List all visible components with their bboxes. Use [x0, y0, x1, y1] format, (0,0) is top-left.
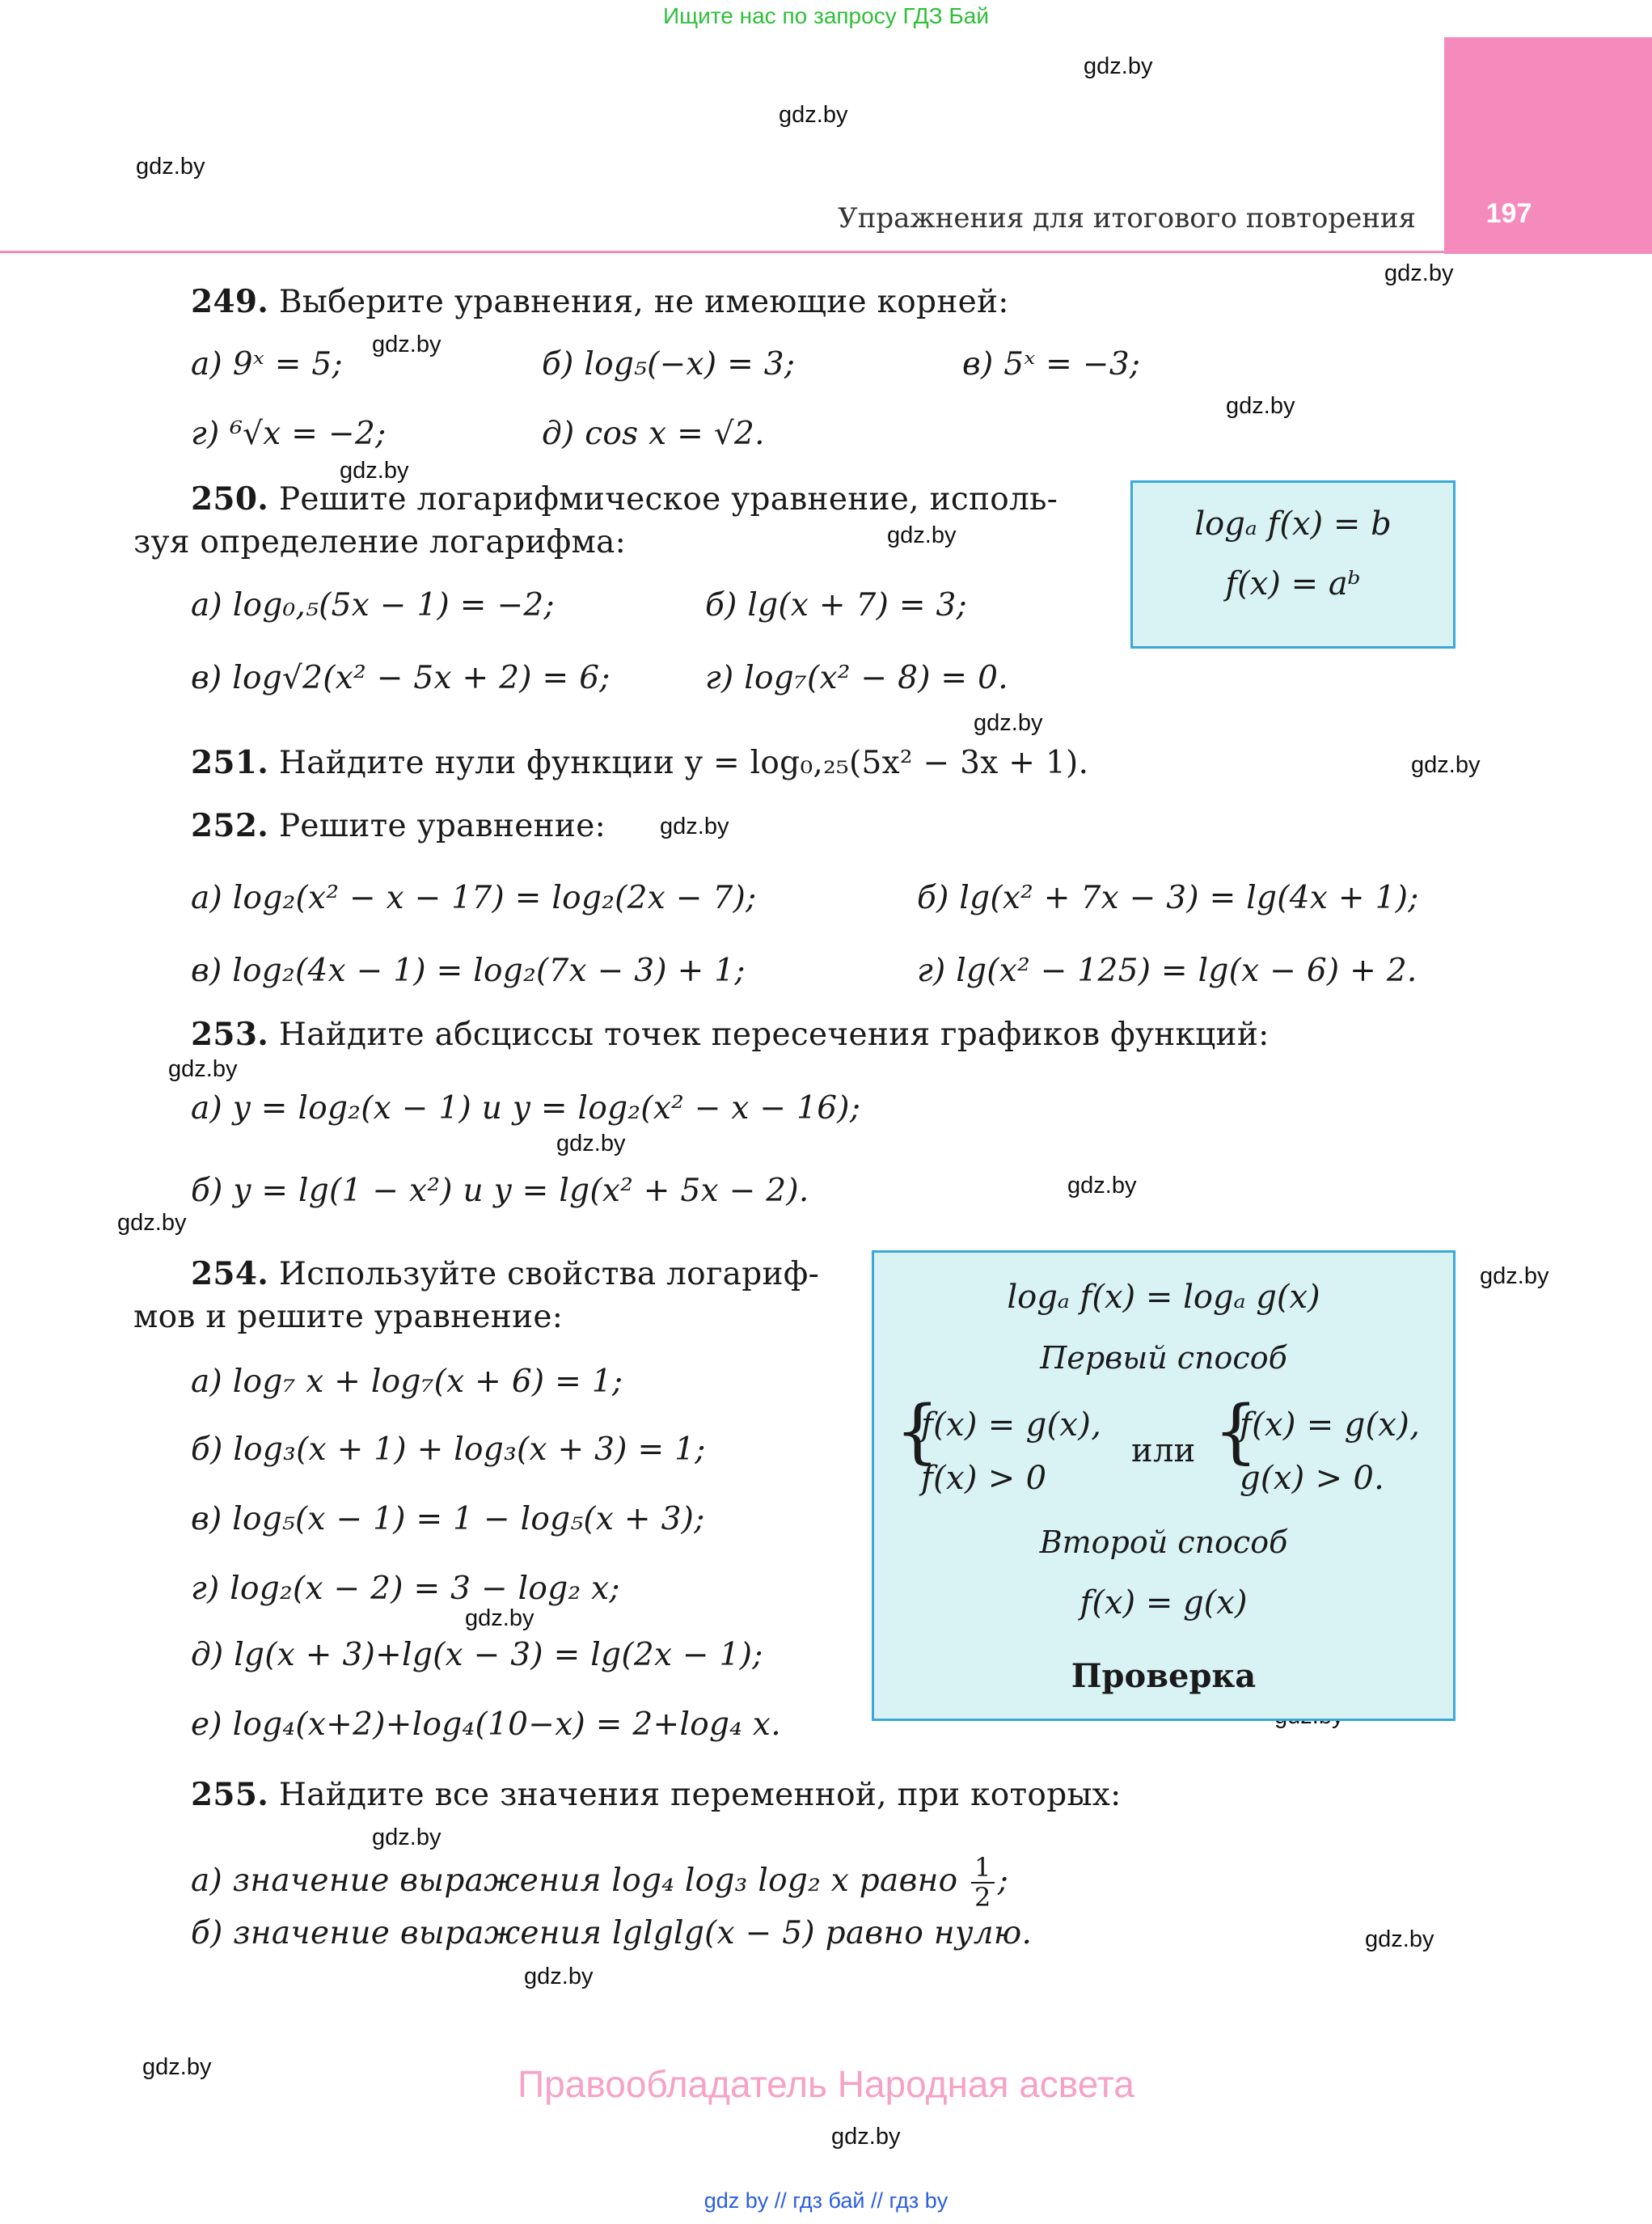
item-252-b: б) lg(x² + 7x − 3) = lg(4x + 1);	[917, 880, 1419, 916]
exercise-253-heading	[191, 1016, 1270, 1053]
watermark: gdz.by	[1384, 260, 1454, 286]
item-250-a: а) log₀,₅(5x − 1) = −2;	[191, 587, 555, 624]
system-two-line: g(x) > 0.	[1240, 1460, 1385, 1497]
watermark: gdz.by	[1226, 393, 1295, 419]
exercise-255-heading	[191, 1776, 1122, 1813]
item-254-d: г) log₂(x − 2) = 3 − log₂ x;	[191, 1571, 620, 1607]
item-255-b: б) значение выражения lglglg(x − 5) равно нулю.	[191, 1915, 1033, 1951]
item-252-d: г) lg(x² − 125) = lg(x − 6) + 2.	[917, 953, 1418, 989]
item-250-b: б) lg(x + 7) = 3;	[705, 587, 968, 624]
item-text: а) значение выражения log₄ log₃ log₂ x равно	[191, 1862, 958, 1900]
item-249-c: в) 5ˣ = −3;	[962, 346, 1141, 383]
watermark: gdz.by	[136, 154, 205, 180]
item-254-a: а) log₇ x + log₇(x + 6) = 1;	[191, 1364, 623, 1400]
item-254-f: е) log₄(x+2)+log₄(10−x) = 2+log₄ x.	[191, 1706, 781, 1743]
system-two-line: f(x) = g(x),	[1240, 1406, 1421, 1444]
watermark: gdz.by	[1084, 53, 1153, 79]
box-equation: f(x) = g(x)	[1080, 1584, 1248, 1621]
exercise-254-heading	[191, 1255, 819, 1292]
exercise-text: Выберите уравнения, не имеющие корней:	[278, 284, 1009, 320]
item-250-c: в) log√2(x² − 5x + 2) = 6;	[191, 660, 611, 696]
box-formula: f(x) = aᵇ	[1225, 565, 1361, 603]
exercise-number: 253.	[191, 1016, 269, 1053]
item-255-a	[191, 1854, 1008, 1912]
exercise-text: Найдите абсциссы точек пересечения графиков функций:	[278, 1017, 1270, 1053]
running-title: Упражнения для итогового повторения	[838, 202, 1416, 235]
watermark: gdz.by	[524, 1964, 594, 1989]
item-249-a: а) 9ˣ = 5;	[191, 346, 343, 383]
exercise-number: 249.	[191, 283, 269, 320]
system-brace: {	[1214, 1391, 1258, 1472]
system-brace: {	[895, 1391, 940, 1472]
exercise-254-text-cont: мов и решите уравнение:	[133, 1299, 564, 1335]
fraction	[971, 1854, 995, 1912]
item-250-d: г) log₇(x² − 8) = 0.	[705, 660, 1008, 696]
watermark: gdz.by	[556, 1131, 626, 1156]
item-249-e: д) cos x = √2.	[542, 416, 765, 452]
watermark: gdz.by	[887, 522, 957, 548]
exercise-text: Решите логарифмическое уравнение, исполь-	[278, 481, 1058, 518]
method-box	[872, 1250, 1456, 1721]
exercise-number: 252.	[191, 807, 269, 844]
watermark: gdz.by	[1480, 1263, 1549, 1289]
watermark: gdz.by	[974, 710, 1043, 736]
top-banner[interactable]: Ищите нас по запросу ГДЗ Бай	[662, 3, 990, 28]
watermark: gdz.by	[1365, 1926, 1434, 1952]
watermark: gdz.by	[117, 1210, 187, 1236]
exercise-number: 251.	[191, 744, 269, 781]
item-249-d: г) ⁶√x = −2;	[191, 416, 387, 452]
or-label: или	[1131, 1432, 1196, 1469]
item-text: ;	[997, 1862, 1009, 1900]
exercise-text: Найдите все значения переменной, при которых:	[278, 1777, 1122, 1813]
page-number: 197	[1485, 198, 1532, 229]
definition-box	[1130, 480, 1456, 649]
box-equation: logₐ f(x) = logₐ g(x)	[1007, 1279, 1320, 1316]
watermark: gdz.by	[372, 1824, 442, 1850]
watermark: gdz.by	[831, 2124, 901, 2150]
system-one-line: f(x) = g(x),	[921, 1406, 1102, 1444]
item-252-a: а) log₂(x² − x − 17) = log₂(2x − 7);	[191, 880, 757, 916]
watermark: gdz.by	[168, 1056, 238, 1082]
exercise-250-heading	[191, 480, 1058, 518]
exercise-249-heading	[191, 283, 1009, 320]
exercise-251	[191, 744, 1088, 781]
item-252-c: в) log₂(4x − 1) = log₂(7x − 3) + 1;	[191, 953, 746, 989]
watermark: gdz.by	[1067, 1173, 1137, 1199]
footer-links[interactable]: gdz by // гдз бай // гдз by	[703, 2188, 949, 2213]
fraction-denominator: 2	[974, 1882, 991, 1913]
watermark: gdz.by	[779, 102, 848, 128]
exercise-252-heading	[191, 807, 606, 844]
box-formula: logₐ f(x) = b	[1194, 505, 1392, 543]
exercise-number: 255.	[191, 1776, 269, 1813]
exercise-text: Используйте свойства логариф-	[278, 1256, 820, 1292]
fraction-numerator: 1	[971, 1854, 995, 1884]
item-249-b: б) log₅(−x) = 3;	[542, 346, 796, 383]
item-254-b: б) log₃(x + 1) + log₃(x + 3) = 1;	[191, 1431, 706, 1468]
exercise-text: Найдите нули функции y = log₀,₂₅(5x² − 3x + 1).	[278, 745, 1089, 781]
watermark: gdz.by	[372, 332, 442, 357]
exercise-number: 254.	[191, 1255, 269, 1292]
watermark: gdz.by	[340, 458, 409, 484]
system-one-line: f(x) > 0	[921, 1460, 1047, 1497]
item-254-e: д) lg(x + 3)+lg(x − 3) = lg(2x − 1);	[191, 1637, 763, 1673]
method-two-title: Второй способ	[1039, 1524, 1288, 1560]
watermark: gdz.by	[1411, 752, 1481, 778]
exercise-number: 250.	[191, 480, 269, 518]
item-254-c: в) log₅(x − 1) = 1 − log₅(x + 3);	[191, 1501, 705, 1537]
method-one-title: Первый способ	[1040, 1340, 1287, 1376]
copyright-notice: Правообладатель Народная асвета	[518, 2063, 1134, 2105]
watermark: gdz.by	[660, 814, 729, 839]
item-253-b: б) y = lg(1 − x²) и y = lg(x² + 5x − 2).	[191, 1173, 809, 1209]
watermark: gdz.by	[465, 1605, 534, 1631]
check-label: Проверка	[1071, 1657, 1257, 1695]
item-253-a: а) y = log₂(x − 1) и y = log₂(x² − x − 16);	[191, 1090, 861, 1127]
header-rule	[0, 251, 1444, 253]
exercise-text: Решите уравнение:	[278, 808, 606, 844]
exercise-250-text-cont: зуя определение логарифма:	[133, 524, 627, 560]
watermark: gdz.by	[142, 2054, 212, 2080]
